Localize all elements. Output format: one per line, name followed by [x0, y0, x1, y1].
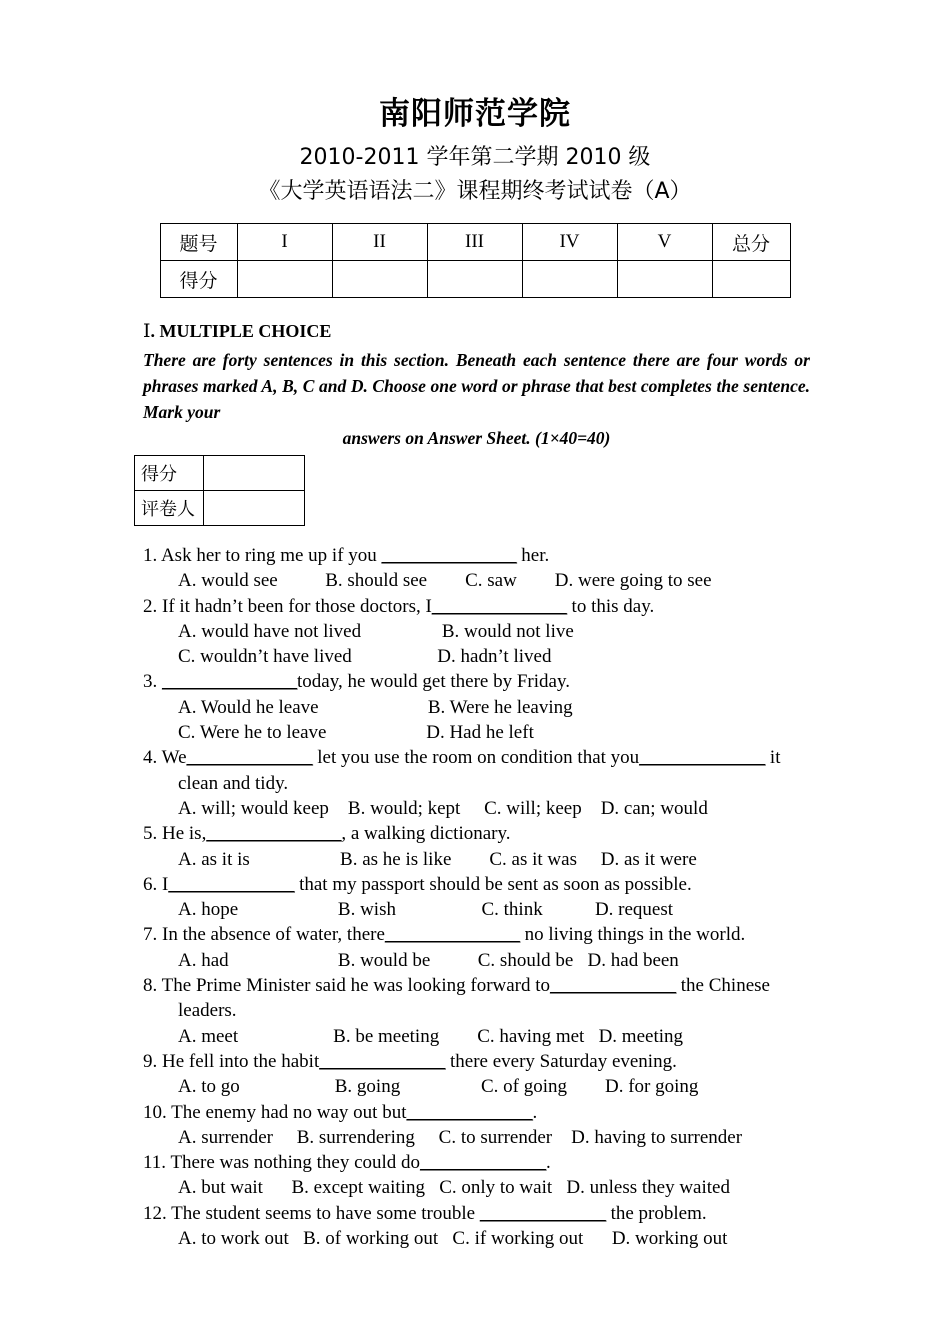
stem_pre: 12. The student seems to have some trouble — [143, 1202, 480, 1224]
stem_post: today, he would get there by Friday. — [297, 671, 570, 693]
stem_pre: 8. The Prime Minister said he was looking forward to — [143, 975, 551, 997]
stem_post: no living things in the world. — [519, 924, 746, 946]
blank[interactable]: ______________ — [168, 873, 295, 895]
question-stem — [143, 1150, 810, 1175]
score-cell-3[interactable] — [427, 261, 522, 298]
stem_pre: 5. He is, — [143, 823, 207, 845]
question-options-line[interactable]: A. surrender B. surrendering C. to surrender D. having to surrender — [178, 1126, 743, 1148]
stem_post: the Chinese — [676, 975, 770, 997]
question-stem — [143, 973, 810, 998]
score-cell-4[interactable] — [522, 261, 617, 298]
question-options-line[interactable]: A. hope B. wish C. think D. request — [178, 899, 674, 921]
question-options-line[interactable]: A. to go B. going C. of going D. for going — [178, 1076, 699, 1098]
score-cell-1[interactable] — [237, 261, 332, 298]
question-options-line[interactable]: C. Were he to leave D. Had he left — [178, 722, 534, 744]
stem_post: the problem. — [605, 1202, 707, 1224]
blank[interactable]: ______________ — [550, 975, 677, 997]
table-row — [160, 261, 790, 298]
question-options-line[interactable]: C. wouldn’t have lived D. hadn’t lived — [178, 646, 552, 668]
question-item — [143, 1201, 810, 1252]
score-table-col-3: III — [427, 224, 522, 261]
question-options-line[interactable]: A. as it is B. as he is like C. as it was D. as it were — [178, 848, 697, 870]
question-stem — [143, 543, 810, 568]
table-row — [160, 224, 790, 261]
score-table-wrap — [0, 223, 950, 298]
question-options-line[interactable]: A. meet B. be meeting C. having met D. meeting — [178, 1025, 684, 1047]
question-list — [0, 543, 950, 1251]
question-stem-continuation: clean and tidy. — [178, 772, 289, 794]
question-stem — [143, 1049, 810, 1074]
exam-title-line: 《大学英语语法二》课程期终考试试卷（A） — [258, 179, 692, 204]
stem_pre: 4. We — [143, 747, 187, 769]
score-table-col-2: II — [332, 224, 427, 261]
score-table-col-4: IV — [522, 224, 617, 261]
score-cell-total[interactable] — [712, 261, 790, 298]
question-stem — [143, 594, 810, 619]
stem_pre: 9. He fell into the habit — [143, 1050, 320, 1072]
blank2[interactable]: ______________ — [639, 747, 766, 769]
stem_post: that my passport should be sent as soon as possible. — [294, 873, 692, 895]
question-options-line[interactable]: A. will; would keep B. would; kept C. will; keep D. can; would — [178, 797, 708, 819]
blank[interactable]: ______________ — [186, 747, 313, 769]
stem_pre: 7. In the absence of water, there — [143, 924, 385, 946]
stem_pre: 6. I — [143, 873, 169, 895]
stem_post: there every Saturday evening. — [445, 1050, 677, 1072]
section-title: MULTIPLE CHOICE — [159, 321, 332, 341]
school-title: 南阳师范学院 — [379, 96, 571, 132]
question-item — [143, 669, 810, 745]
question-options-line[interactable]: A. to work out B. of working out C. if working out D. working out — [178, 1228, 728, 1250]
stem_pre: 2. If it hadn’t been for those doctors, I — [143, 595, 432, 617]
blank[interactable]: ______________ — [479, 1202, 606, 1224]
stem_post: , a walking dictionary. — [341, 823, 511, 845]
score-cell-2[interactable] — [332, 261, 427, 298]
question-options-line[interactable]: A. but wait B. except waiting C. only to wait D. unless they waited — [178, 1177, 730, 1199]
question-options-line[interactable]: A. would have not lived B. would not live — [178, 620, 574, 642]
score-table — [160, 223, 791, 298]
question-item — [143, 973, 810, 1049]
question-stem — [143, 821, 810, 846]
stem_pre: 10. The enemy had no way out but — [143, 1101, 407, 1123]
grader-box-grader-value[interactable] — [204, 491, 305, 526]
stem_post2: it — [765, 747, 781, 769]
score-table-col-1: I — [237, 224, 332, 261]
grader-box-row — [0, 455, 950, 537]
blank[interactable]: ______________ — [406, 1101, 533, 1123]
table-row — [135, 456, 305, 491]
blank[interactable]: _______________ — [206, 823, 342, 845]
stem_post: to this day. — [566, 595, 655, 617]
question-stem-continuation: leaders. — [178, 1000, 237, 1022]
question-item — [143, 1100, 810, 1151]
section-heading — [0, 320, 950, 343]
grader-box-score-label: 得分 — [135, 456, 204, 491]
stem_pre: 1. Ask her to ring me up if you — [143, 545, 382, 566]
grader-box — [134, 455, 305, 526]
paper-header — [0, 0, 950, 209]
question-stem — [143, 922, 810, 947]
question-item — [143, 872, 810, 923]
question-item — [143, 1150, 810, 1201]
score-cell-5[interactable] — [617, 261, 712, 298]
stem_post: let you use the room on condition that you — [312, 747, 640, 769]
question-item — [143, 745, 810, 821]
stem_pre: 3. — [143, 671, 162, 693]
section-directions — [0, 347, 950, 451]
question-stem — [143, 745, 810, 770]
grader-box-score-value[interactable] — [204, 456, 305, 491]
question-options-line[interactable]: A. would see B. should see C. saw D. were going to see — [178, 570, 712, 592]
grader-box-grader-label: 评卷人 — [135, 491, 204, 526]
directions-line-2: marked A, B, C and D. Choose one word or phrase that best completes the sentence. Mark your — [143, 376, 810, 422]
score-table-row-label-1: 题号 — [160, 224, 237, 261]
question-stem — [143, 1100, 810, 1125]
directions-line-3: answers on Answer Sheet. (1×40=40) — [342, 428, 611, 448]
blank[interactable]: _______________ — [162, 671, 297, 693]
question-options-line[interactable]: A. had B. would be C. should be D. had been — [178, 949, 679, 971]
question-options-line[interactable]: A. Would he leave B. Were he leaving — [178, 696, 573, 718]
score-table-total-label: 总分 — [712, 224, 790, 261]
question-stem — [143, 1201, 810, 1226]
section-dot: . — [150, 321, 156, 341]
question-stem — [143, 669, 810, 694]
table-row — [135, 491, 305, 526]
section-roman-numeral: Ⅰ — [143, 321, 151, 342]
question-item — [143, 821, 810, 872]
question-item — [143, 594, 810, 670]
blank[interactable]: ______________ — [420, 1152, 547, 1174]
blank[interactable]: _______________ — [384, 924, 520, 946]
score-table-row-label-2: 得分 — [160, 261, 237, 298]
question-item — [143, 1049, 810, 1100]
stem_post: her. — [516, 545, 550, 566]
blank[interactable]: _______________ — [381, 545, 517, 566]
question-item — [143, 543, 810, 594]
question-stem — [143, 872, 810, 897]
term-line: 2010-2011 学年第二学期 2010 级 — [299, 145, 651, 170]
score-table-col-5: V — [617, 224, 712, 261]
blank[interactable]: _______________ — [431, 595, 567, 617]
stem_post: . — [532, 1101, 538, 1123]
directions-line-1: There are forty sentences in this section. Beneath each sentence there are four words or phrases — [143, 350, 810, 396]
question-item — [143, 922, 810, 973]
stem_pre: 11. There was nothing they could do — [143, 1152, 421, 1174]
blank[interactable]: ______________ — [319, 1050, 446, 1072]
stem_post: . — [546, 1152, 551, 1174]
